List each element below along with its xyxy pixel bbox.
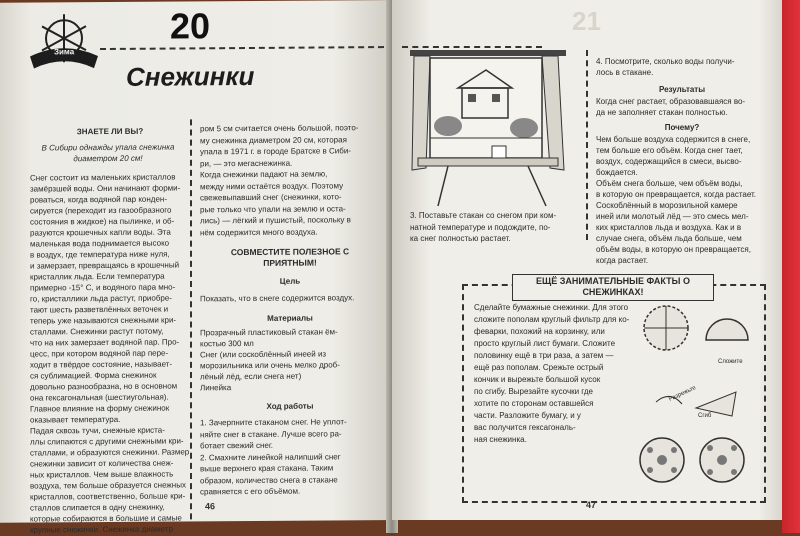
text-line: половинку ещё в три раза, а затем — [474, 351, 614, 360]
text-line: снежинки зависит от количества снеж- [30, 458, 174, 469]
diagram-label-fold: Сложите [718, 359, 743, 365]
text-line: роваться, когда водяной пар конден- [30, 194, 167, 205]
text-line: ходит в твёрдое состояние, называет- [30, 359, 173, 370]
text-line: няйте снег в стакане. Лучше всего ра- [200, 428, 342, 439]
text-line: сталлами, и образуются снежинки. Размер [30, 447, 190, 458]
why-heading: Почему? [664, 123, 700, 132]
text-line: ка снег полностью растает. [410, 234, 511, 243]
text-line: кончик и вырежьте большой кусок [474, 375, 601, 384]
text-line: сравняется с его объёмом. [200, 486, 301, 497]
column-dashed-divider [190, 119, 192, 519]
text-line: что на них замерзает водяной пар. Про- [30, 337, 180, 348]
text-line: разуются крошечных капли воды. Эта [30, 227, 171, 238]
text-line: довольно разнообразна, но в основном [30, 381, 178, 392]
text-line: Объём снега больше, чем объём воды, [596, 179, 743, 188]
right-page [392, 0, 782, 520]
chapter-emblem [24, 10, 104, 81]
text-line: ких кристаллов льда и воздуха. Как и в [596, 223, 742, 232]
emblem-label: Зима [54, 47, 75, 57]
text-line: ещё раз пополам. Срежьте острый [474, 363, 604, 372]
text-line: Чем больше воздуха содержится в снеге, [596, 135, 751, 144]
text-line: выше верхнего края стакана. Таким [200, 463, 334, 474]
paper-snowflake-diagram [636, 300, 756, 490]
text-line: лось в стакане. [596, 68, 654, 77]
text-line: 2. Смахните линейкой налипший снег [200, 451, 341, 462]
text-line: части. Разложите бумагу, и у [474, 411, 581, 420]
why-text [596, 134, 772, 266]
step-4-text [596, 56, 772, 78]
text-line: маленькая вода поднимается высоко [30, 238, 170, 249]
text-line: которые собираются в большие и самые [30, 513, 182, 524]
text-line: просто круглый лист бумаги. Сложите [474, 339, 616, 348]
page-number-left: 46 [205, 501, 216, 512]
text-line: тают шесть разветвлённых веточек и [30, 304, 169, 315]
text-line: состояния в жидкое) на пылинке, и об- [30, 216, 175, 227]
text-line: крупные снежинки. Снежинка диаметр [30, 524, 173, 535]
text-line: образом, количество снега в стакане [200, 474, 338, 485]
text-line: хотите по сторонам оставшейся [474, 399, 594, 408]
experiment-heading: СОВМЕСТИТЕ ПОЛЕЗНОЕ С ПРИЯТНЫМ! [230, 246, 350, 268]
text-line: 4. Посмотрите, сколько воды получи- [596, 57, 735, 66]
text-line: цесс, при котором водяной пар пере- [30, 348, 169, 359]
text-line: Снег состоит из маленьких кристаллов [30, 172, 176, 183]
text-line: вас получится гексагональ- [474, 423, 576, 432]
text-line: в которую он превращается, когда растает. [596, 190, 757, 199]
text-line: Когда снег растает, образовавшаяся во- [596, 97, 746, 106]
text-line: ри, — это мегаснежинка. [200, 158, 293, 168]
text-line: ром 5 см считается очень большой, поэто- [200, 123, 359, 134]
more-facts-text [474, 302, 642, 446]
text-line: и замерзает, превращаясь в крошечный [30, 260, 180, 271]
text-line: нём содержится много воздуха. [200, 227, 318, 237]
text-line: Сделайте бумажные снежинки. Для этого [474, 303, 629, 312]
text-line: да не заполняет стакан полностью. [596, 108, 728, 117]
text-line: 3. Поставьте стакан со снегом при ком- [410, 211, 557, 220]
text-line: рые только что упали на землю и оста- [200, 203, 346, 214]
text-line: Снег (или соскоблённый инеей из [200, 349, 327, 360]
procedure-heading: Ход работы [266, 401, 314, 411]
text-line: ся сублимацией. Форма снежинок [30, 370, 157, 381]
goal-heading: Цель [279, 276, 301, 286]
text-line: между ними остаётся воздух. Поэтому [200, 180, 344, 191]
text-line: сталлов слипается в одну снежинку, [30, 502, 165, 513]
text-line: замёрзшей воды. Они начинают форми- [30, 183, 181, 194]
red-cover-edge [782, 0, 800, 533]
text-line: Когда снежинки падают на землю, [200, 169, 328, 180]
text-line: бождается. [596, 168, 638, 177]
text-line: кристаллик льда. Если температура [30, 271, 165, 282]
text-line: теперь уже называются снежными кри- [30, 315, 177, 326]
text-line: случае снега, объём льда больше, чем [596, 234, 742, 243]
right-column-intro-text [200, 122, 380, 238]
text-line: го, кристаллики льда растут, приобре- [30, 293, 172, 304]
step-3-text [410, 210, 580, 245]
page-number-right: 47 [586, 500, 597, 510]
text-line: Соскоблённый в морозильной камере [596, 201, 738, 210]
text-line: в воздух, где температура ниже нуля, [30, 249, 170, 260]
diagram-label-crease: Сгиб [698, 413, 712, 419]
text-line: Прозрачный пластиковый стакан ём- [200, 327, 338, 338]
window-illustration [408, 48, 568, 208]
text-line: феварки, похожий на корзинку, или [474, 327, 605, 336]
text-line: натной температуре и подождите, по- [410, 222, 551, 232]
text-line: костью 300 мл [200, 338, 254, 349]
results-heading: Результаты [658, 85, 706, 94]
diagram-label-cut: Разрежьте [668, 385, 698, 403]
chapter-number: 20 [169, 5, 211, 47]
text-line: му снежинка диаметром 20 см, которая [200, 134, 347, 145]
text-line: оказывает температура. [30, 414, 121, 425]
text-line: Линейка [200, 383, 232, 393]
goal-text: Показать, что в снеге содержится воздух. [200, 293, 355, 304]
text-line: примерно -15° С, и водяного пара мно- [30, 282, 176, 293]
page-title: Снежинки [126, 60, 255, 92]
text-line: ллы слипаются с другими снежными кри- [30, 436, 184, 447]
text-line: воздуха, тем больше образуется снежных [30, 480, 186, 491]
text-line: ных кристаллов. Чем выше влажность [30, 469, 174, 480]
text-line: упала в 1971 г. в городе Братске в Сиби- [200, 146, 351, 157]
results-text [596, 96, 772, 118]
text-line: тем больше его объём. Когда снег тает, [596, 146, 743, 155]
text-line: иней или молотый лёд — это смесь мел- [596, 212, 749, 221]
left-column-text [30, 171, 190, 535]
text-line: объём воды, в которую он превращается, [596, 245, 751, 254]
text-line: 1. Зачерпните стаканом снег. Не уплот- [200, 417, 347, 428]
materials-heading: Материалы [267, 313, 313, 323]
header-dashed-line [100, 46, 384, 50]
text-line: сложите пополам круглый фильтр для ко- [474, 315, 630, 324]
right-column-dashed-divider [586, 50, 588, 240]
text-line: лёный лёд, если снега нет) [200, 371, 302, 382]
more-facts-heading: ЕЩЁ ЗАНИМАТЕЛЬНЫЕ ФАКТЫ О СНЕЖИНКАХ! [512, 274, 714, 301]
text-line: когда растает. [596, 256, 649, 265]
text-line: сируется (переходит из газообразного [30, 205, 172, 216]
text-line: морозильника или очень мелко дроб- [200, 360, 340, 371]
text-line: по сгибу. Вырезайте кусочки где [474, 387, 593, 396]
text-line: Падая сквозь тучи, снежные криста- [30, 425, 165, 436]
text-line: кристаллов, соответственно, больше кри- [30, 491, 186, 502]
materials-list [200, 326, 384, 393]
text-line: ботает свежий снег. [200, 440, 274, 451]
text-line: лись) — лёгкий и пушистый, поскольку в [200, 215, 351, 226]
text-line: она гексагональная (шестиугольная). [30, 392, 169, 403]
did-you-know-fact: В Сибири однажды упала снежинка диаметром 20 см! [41, 142, 175, 164]
ghost-chapter-number: 21 [572, 6, 601, 36]
did-you-know-heading: ЗНАЕТЕ ЛИ ВЫ? [76, 126, 144, 137]
text-line: Главное влияние на форму снежинок [30, 403, 170, 414]
text-line: сталлами. Снежинки растут потому, [30, 326, 164, 337]
text-line: воздух, содержащийся в смеси, высво- [596, 157, 742, 166]
text-line: свежевыпавший снег (снежинки, кото- [200, 192, 342, 203]
text-line: ная снежинка. [474, 435, 527, 444]
procedure-steps [200, 416, 384, 498]
left-page [0, 0, 392, 535]
